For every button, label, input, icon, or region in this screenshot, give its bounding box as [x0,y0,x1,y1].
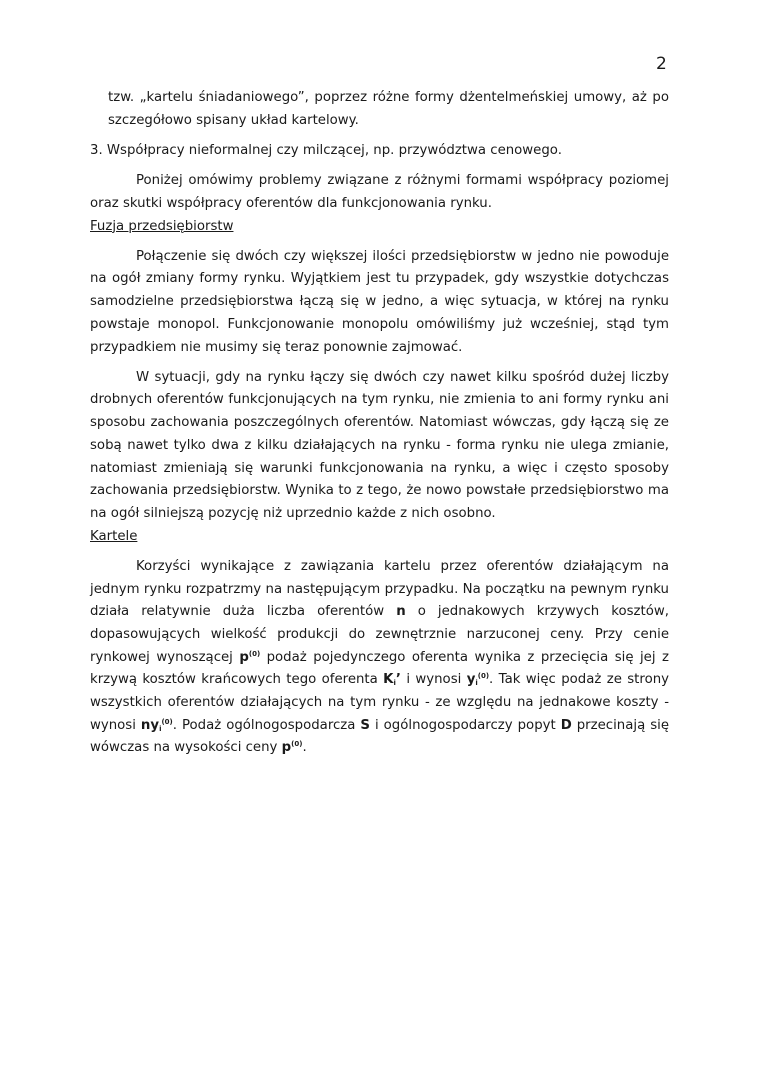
list-item-3: 3. Współpracy nieformalnej czy milczącej, np. przywództwa cenowego. [90,142,562,158]
text-run: . Podaż ogólnogospodarcza [172,717,361,733]
var-ny-sub: i [159,724,162,733]
text-run: . [302,740,307,756]
section-heading-cartels: Kartele [90,528,138,544]
text-run: przecinają się wówczas na wysokości ceny [90,717,670,756]
list-item-continuation: tzw. „kartelu śniadaniowego”, poprzez różne formy dżentelmeńskiej umowy, aż po szczegółowo spisany układ kartelowy. [108,90,669,128]
var-ny: ny [140,717,160,733]
document-body [90,87,669,760]
fusion-paragraph-1: Połączenie się dwóch czy większej ilości przedsiębiorstw w jedno nie powoduje na ogół zmiany formy rynku. Wyjątkiem jest tu przypadek, gdy wszystkie dotychczas samodzielne przedsiębiorstwa łączą się w jedno, a więc sytuacja, w której na rynku powstaje monopol. Funkcjonowanie monopolu omówiliśmy już wcześniej, stąd tym przypadkiem nie musimy się teraz ponownie zajmować. [90,248,669,355]
var-y: y [466,672,476,688]
var-ny-sup: (0) [161,717,173,726]
text-run: Korzyści wynikające z zawiązania kartelu przez oferentów działającym na jednym rynku rozpatrzmy na następującym przypadku. Na początku na pewnym rynku działa relatywnie duża liczba oferentów [90,558,669,620]
var-S: S [360,717,370,733]
var-p: p [281,740,292,756]
var-D: D [560,717,572,733]
section-heading-fusion: Fuzja przedsiębiorstw [90,218,234,234]
text-run: . Tak więc podaż ze strony wszystkich oferentów działających na tym rynku - ze względu na jednakowe koszty - wynosi [90,672,669,733]
page-number: 2 [656,54,667,74]
var-K-sub: i [393,679,396,688]
var-p-sup: (0) [291,740,303,749]
var-n: n [396,604,406,620]
text-run: i wynosi [400,672,467,688]
var-K: K [383,672,394,688]
text-run: i ogólnogospodarczy popyt [370,717,561,733]
cartels-paragraph [90,556,669,760]
var-p-sup: (0) [248,649,261,658]
var-y-sub: i [475,679,478,688]
text-run: o jednakowych krzywych kosztów, dopasowujących wielkość produkcji do zewnętrznie narzuconej ceny. Przy cenie rynkowej wynoszącej [90,604,669,665]
fusion-paragraph-2: W sytuacji, gdy na rynku łączy się dwóch czy nawet kilku spośród dużej liczby drobnych oferentów funkcjonujących na tym rynku, nie zmienia to ani formy rynku ani sposobu zachowania poszczególnych oferentów. Natomiast wówczas, gdy łączą się ze sobą nawet tylko dwa z kilku działających na rynku - forma rynku nie ulega zmianie, natomiast zmieniają się warunki funkcjonowania na rynku, a więc i często sposoby zachowania przedsiębiorstw. Wynika to z tego, że nowo powstałe przedsiębiorstwo ma na ogół silniejszą pozycję niż uprzednio każde z nich osobno. [90,369,669,521]
var-p: p [239,649,249,665]
var-K-prime: ’ [395,672,401,688]
text-run: podaż pojedynczego oferenta wynika z przecięcia się jej z krzywą kosztów krańcowych tego oferenta [90,649,669,688]
intro-paragraph: Poniżej omówimy problemy związane z różnymi formami współpracy poziomej oraz skutki współpracy oferentów dla funkcjonowania rynku. [90,173,669,211]
var-y-sup: (0) [477,672,490,681]
